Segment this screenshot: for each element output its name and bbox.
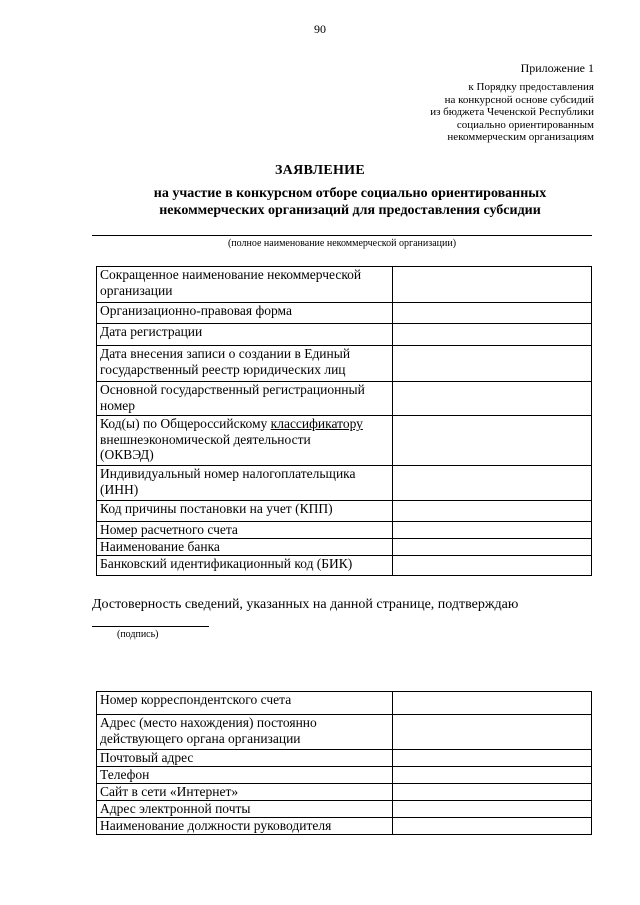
row-label: Сокращенное наименование некоммерческой организации bbox=[97, 267, 393, 303]
row-value-cell[interactable] bbox=[393, 267, 592, 303]
row-value-cell[interactable] bbox=[393, 382, 592, 416]
row-value-cell[interactable] bbox=[393, 715, 592, 750]
table-row bbox=[97, 750, 592, 767]
row-value-cell[interactable] bbox=[393, 801, 592, 818]
row-label: Номер корреспондентского счета bbox=[97, 692, 393, 715]
row-label: Дата внесения записи о создании в Единый государственный реестр юридических лиц bbox=[97, 346, 393, 382]
org-name-caption: (полное наименование некоммерческой организации) bbox=[227, 238, 457, 249]
row-value-cell[interactable] bbox=[393, 750, 592, 767]
organization-details-table bbox=[96, 266, 592, 576]
table-row bbox=[97, 715, 592, 750]
table-row bbox=[97, 818, 592, 835]
table-row bbox=[97, 692, 592, 715]
row-value-cell[interactable] bbox=[393, 556, 592, 576]
appendix-text: к Порядку предоставления на конкурсной основе субсидий из бюджета Чеченской Республики социально ориентированным некоммерческим организациям bbox=[430, 81, 594, 143]
row-value-cell[interactable] bbox=[393, 501, 592, 522]
table-row bbox=[97, 303, 592, 324]
row-label: Адрес (место нахождения) постоянно действующего органа организации bbox=[97, 715, 393, 750]
table-row bbox=[97, 466, 592, 501]
row-label: Основной государственный регистрационный номер bbox=[97, 382, 393, 416]
row-label: Организационно-правовая форма bbox=[97, 303, 393, 324]
row-label: Дата регистрации bbox=[97, 324, 393, 346]
row-value-cell[interactable] bbox=[393, 466, 592, 501]
row-value-cell[interactable] bbox=[393, 346, 592, 382]
document-subtitle: на участие в конкурсном отборе социально ориентированных некоммерческих организаций для предоставления субсидии bbox=[153, 186, 547, 218]
table-row bbox=[97, 522, 592, 539]
page-number: 90 bbox=[314, 22, 326, 36]
row-value-cell[interactable] bbox=[393, 767, 592, 784]
row-label: Сайт в сети «Интернет» bbox=[97, 784, 393, 801]
table-row bbox=[97, 556, 592, 576]
row-label: Индивидуальный номер налогоплательщика (ИНН) bbox=[97, 466, 393, 501]
row-value-cell[interactable] bbox=[393, 522, 592, 539]
confirmation-statement: Достоверность сведений, указанных на данной странице, подтверждаю bbox=[92, 597, 519, 612]
row-label: Код(ы) по Общероссийскому классификатору внешнеэкономической деятельности (ОКВЭД) bbox=[97, 416, 393, 466]
row-label: Почтовый адрес bbox=[97, 750, 393, 767]
row-value-cell[interactable] bbox=[393, 692, 592, 715]
row-value-cell[interactable] bbox=[393, 818, 592, 835]
row-value-cell[interactable] bbox=[393, 303, 592, 324]
org-name-fill-line[interactable] bbox=[92, 235, 592, 236]
appendix-title: Приложение 1 bbox=[520, 61, 594, 75]
underlined-word: классификатору bbox=[270, 416, 363, 431]
row-value-cell[interactable] bbox=[393, 324, 592, 346]
row-label: Наименование должности руководителя bbox=[97, 818, 393, 835]
table-row bbox=[97, 324, 592, 346]
table-row bbox=[97, 416, 592, 466]
table-row bbox=[97, 801, 592, 818]
contact-details-table bbox=[96, 691, 592, 835]
row-value-cell[interactable] bbox=[393, 784, 592, 801]
table-row bbox=[97, 784, 592, 801]
row-label: Банковский идентификационный код (БИК) bbox=[97, 556, 393, 576]
table-row bbox=[97, 346, 592, 382]
table-row bbox=[97, 267, 592, 303]
table-row bbox=[97, 539, 592, 556]
row-label: Адрес электронной почты bbox=[97, 801, 393, 818]
row-value-cell[interactable] bbox=[393, 539, 592, 556]
row-label: Телефон bbox=[97, 767, 393, 784]
table-row bbox=[97, 501, 592, 522]
signature-caption: (подпись) bbox=[117, 629, 159, 640]
signature-line[interactable] bbox=[92, 626, 209, 627]
table-row bbox=[97, 382, 592, 416]
document-title: ЗАЯВЛЕНИЕ bbox=[274, 163, 365, 178]
row-value-cell[interactable] bbox=[393, 416, 592, 466]
row-label: Наименование банка bbox=[97, 539, 393, 556]
row-label: Код причины постановки на учет (КПП) bbox=[97, 501, 393, 522]
table-row bbox=[97, 767, 592, 784]
row-label: Номер расчетного счета bbox=[97, 522, 393, 539]
